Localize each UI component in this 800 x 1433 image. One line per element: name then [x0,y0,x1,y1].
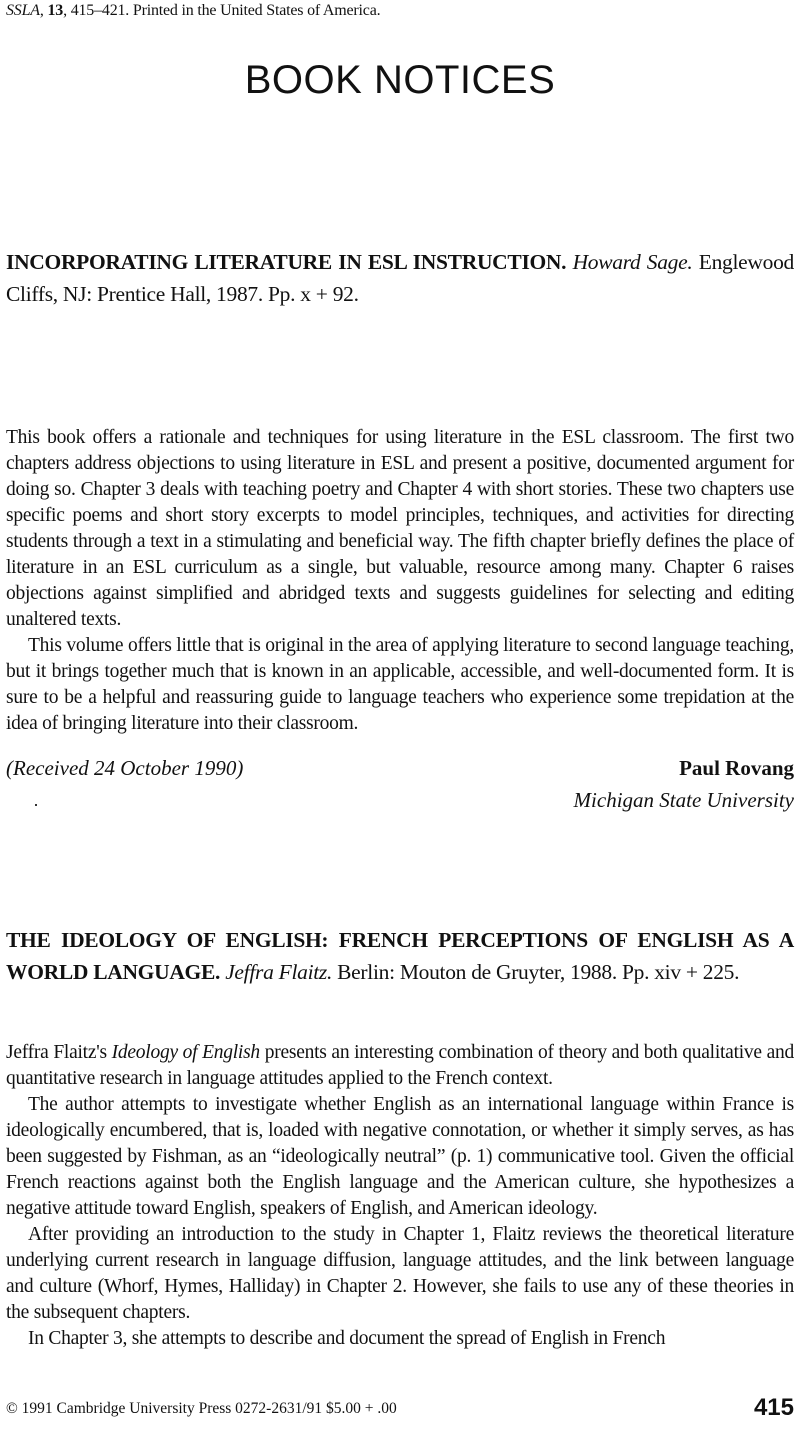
paragraph: In Chapter 3, she attempts to describe and document the spread of English in French [28,1328,666,1349]
section-title: BOOK NOTICES [244,58,556,102]
page-footer [6,1394,794,1421]
book-author: Howard Sage. [572,250,693,274]
book-title-inline: Ideology of English [111,1042,260,1063]
reviewer-affiliation: Michigan State University [573,788,794,812]
paragraph: The author attempts to investigate whether English as an international language within France is ideologically encumbered, that is, loaded with negative connotation, or whether it simply serves, as has been suggested by Fishman, as an “ideologically neutral” (p. 1) communicative tool. Given the official French reactions against both the English language and the American culture, she hypothesizes a negative attitude toward English, speakers of English, and American ideology. [6,1094,794,1219]
book-author: Jeffra Flaitz. [225,960,333,984]
citation [6,246,794,310]
copyright-line: © 1991 Cambridge University Press 0272-2631/91 $5.00 + .00 [6,1400,397,1417]
citation [6,924,794,988]
paragraph: Jeffra Flaitz's Ideology of English presents an interesting combination of theory and both qualitative and quantitative research in language attitudes applied to the French context. [6,1042,794,1089]
publication-info: Englewood Cliffs, NJ: Prentice Hall, 1987. Pp. x + 92. [6,250,794,306]
book-notice-2 [6,924,794,988]
book-title: THE IDEOLOGY OF ENGLISH: FRENCH PERCEPTIONS OF ENGLISH AS A WORLD LANGUAGE. [6,928,794,984]
volume-number: 13 [47,2,64,19]
journal-abbrev: SSLA [6,2,40,19]
stray-mark [35,804,37,806]
notice-1-body [6,425,794,737]
publication-info: Berlin: Mouton de Gruyter, 1988. Pp. xiv + 225. [337,960,740,984]
paragraph: This book offers a rationale and techniques for using literature in the ESL classroom. The first two chapters address objections to using literature in ESL and present a positive, documented argument for doing so. Chapter 3 deals with teaching poetry and Chapter 4 with short stories. These two chapters use specific poems and short story excerpts to model principles, techniques, and activities for directing students through a text in a stimulating and beneficial way. The fifth chapter briefly defines the place of literature in an ESL curriculum as a single, but valuable, resource among many. Chapter 6 raises objections against simplified and abridged texts and suggests guidelines for selecting and editing unaltered texts. [6,427,794,630]
paragraph: After providing an introduction to the study in Chapter 1, Flaitz reviews the theoretical literature underlying current research in language diffusion, language attitudes, and the link between language and culture (Whorf, Hymes, Halliday) in Chapter 2. However, she fails to use any of these theories in the subsequent chapters. [6,1224,794,1323]
book-notice-1 [6,246,794,310]
book-title: INCORPORATING LITERATURE IN ESL INSTRUCTION. [6,250,567,274]
reviewer-name: Paul Rovang [679,756,794,780]
page-number: 415 [753,1394,794,1421]
notice-2-body [6,1040,794,1352]
paragraph: This volume offers little that is original in the area of applying literature to second language teaching, but it brings together much that is known in an applicable, accessible, and well-documented form. It is sure to be a helpful and reassuring guide to language teachers who experience some trepidation at the idea of bringing literature into their classroom. [6,635,794,734]
received-date: (Received 24 October 1990) [6,756,244,780]
running-head-rest: , 415–421. Printed in the United States of America. [63,2,381,19]
running-head: SSLA, 13, 415–421. Printed in the United States of America. [6,2,381,19]
